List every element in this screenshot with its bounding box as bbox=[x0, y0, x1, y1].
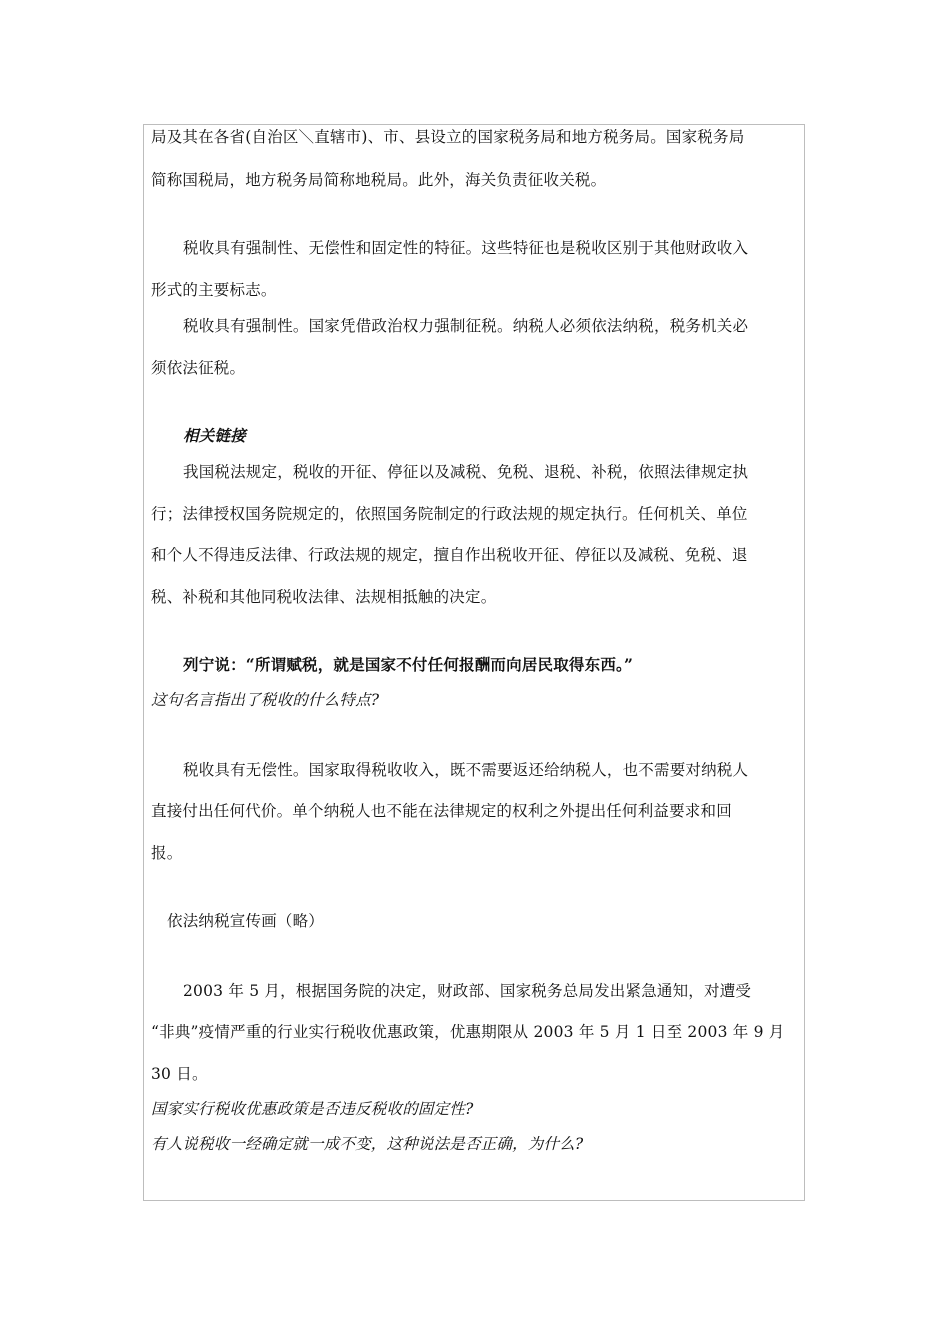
lenin-quote: 列宁说：“所谓赋税，就是国家不付任何报酬而向居民取得东西。” bbox=[183, 655, 634, 674]
related-links-heading: 相关链接 bbox=[183, 426, 246, 445]
paragraph-line: 30 日。 bbox=[151, 1065, 208, 1083]
paragraph-line: 报。 bbox=[151, 844, 183, 862]
paragraph-line: 税收具有无偿性。国家取得税收收入，既不需要返还给纳税人，也不需要对纳税人 bbox=[183, 761, 749, 779]
discussion-question: 国家实行税收优惠政策是否违反税收的固定性? bbox=[151, 1100, 474, 1118]
paragraph-line: 简称国税局，地方税务局简称地税局。此外，海关负责征收关税。 bbox=[151, 171, 607, 189]
paragraph-line: 和个人不得违反法律、行政法规的规定，擅自作出税收开征、停征以及减税、免税、退 bbox=[151, 546, 748, 564]
paragraph-line: 税收具有强制性。国家凭借政治权力强制征税。纳税人必须依法纳税，税务机关必 bbox=[183, 317, 749, 335]
quote-question: 这句名言指出了税收的什么特点? bbox=[151, 691, 380, 709]
paragraph-line: 须依法征税。 bbox=[151, 359, 246, 377]
paragraph-line: “非典”疫情严重的行业实行税收优惠政策，优惠期限从 2003 年 5 月 1 日至 2003 年 9 月 bbox=[151, 1023, 785, 1041]
paragraph-line: 税、补税和其他同税收法律、法规相抵触的决定。 bbox=[151, 588, 497, 606]
paragraph-line: 形式的主要标志。 bbox=[151, 281, 277, 299]
discussion-question: 有人说税收一经确定就一成不变，这种说法是否正确，为什么? bbox=[151, 1135, 584, 1153]
paragraph-line: 2003 年 5 月，根据国务院的决定，财政部、国家税务总局发出紧急通知，对遭受 bbox=[183, 982, 752, 1000]
paragraph-line: 局及其在各省(自治区＼直辖市)、市、县设立的国家税务局和地方税务局。国家税务局 bbox=[151, 128, 745, 146]
paragraph-line: 我国税法规定，税收的开征、停征以及减税、免税、退税、补税，依照法律规定执 bbox=[183, 463, 749, 481]
paragraph-line: 行；法律授权国务院规定的，依照国务院制定的行政法规的规定执行。任何机关、单位 bbox=[151, 505, 748, 523]
poster-caption: 依法纳税宣传画（略） bbox=[167, 912, 325, 930]
paragraph-line: 直接付出任何代价。单个纳税人也不能在法律规定的权利之外提出任何利益要求和回 bbox=[151, 802, 732, 820]
paragraph-line: 税收具有强制性、无偿性和固定性的特征。这些特征也是税收区别于其他财政收入 bbox=[183, 239, 749, 257]
